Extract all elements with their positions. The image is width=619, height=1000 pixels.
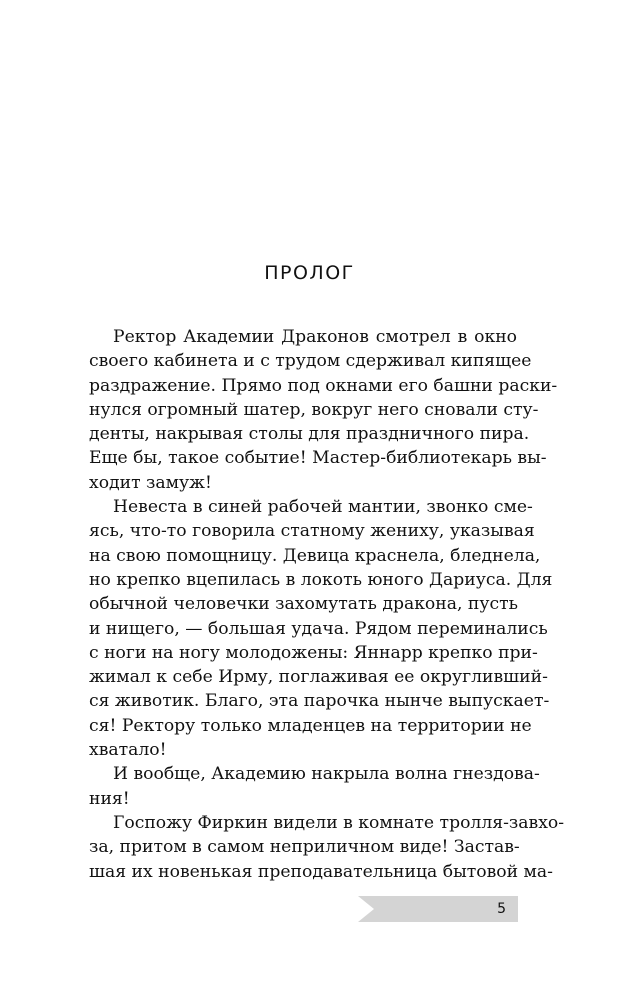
text-line: жимал к себе Ирму, поглаживая ее округливший-: [89, 667, 548, 688]
text-line: нулся огромный шатер, вокруг него сновали сту-: [89, 399, 539, 420]
text-line: и нищего, — большая удача. Рядом переминались: [89, 618, 548, 639]
text-line: обычной человечки захомутать дракона, пусть: [89, 594, 518, 615]
text-line: на свою помощницу. Девица краснела, бледнела,: [89, 545, 541, 566]
text-line: денты, накрывая столы для праздничного пира.: [89, 424, 530, 445]
paragraph: [89, 811, 565, 884]
text-line: хватало!: [89, 740, 167, 761]
text-line: Ректор Академии Драконов смотрел в окно: [113, 327, 517, 347]
paragraph: [89, 325, 558, 495]
paragraph: [89, 495, 553, 762]
text-line: Невеста в синей рабочей мантии, звонко сме-: [113, 497, 533, 518]
text-line: ся животик. Благо, эта парочка нынче выпускает-: [89, 691, 550, 712]
text-line: ния!: [89, 788, 130, 809]
text-line: ся! Ректору только младенцев на территории не: [89, 715, 532, 736]
text-line: шая их новенькая преподавательница бытовой ма-: [89, 861, 553, 882]
text-line: с ноги на ногу молодожены: Яннарр крепко при-: [89, 642, 538, 663]
body-text: [89, 325, 565, 884]
text-line: за, притом в самом неприличном виде! Застав-: [89, 837, 520, 858]
text-line: но крепко вцепилась в локоть юного Дариуса. Для: [89, 569, 553, 590]
page-number: 5: [497, 901, 506, 917]
text-line: Еще бы, такое событие! Мастер-библиотекарь вы-: [89, 448, 547, 469]
paragraph: [89, 762, 540, 811]
text-line: своего кабинета и с трудом сдерживал кипящее: [89, 351, 532, 372]
text-line: раздражение. Прямо под окнами его башни раски-: [89, 375, 558, 396]
text-line: Госпожу Фиркин видели в комнате тролля-завхо-: [113, 812, 565, 833]
text-line: И вообще, Академию накрыла волна гнездова-: [113, 764, 540, 785]
chapter-title: ПРОЛОГ: [264, 262, 355, 284]
page-tab-shape: [358, 896, 518, 922]
text-line: ходит замуж!: [89, 472, 212, 493]
text-line: ясь, что-то говорила статному жениху, указывая: [89, 521, 535, 542]
page-number-tab: [358, 896, 518, 922]
